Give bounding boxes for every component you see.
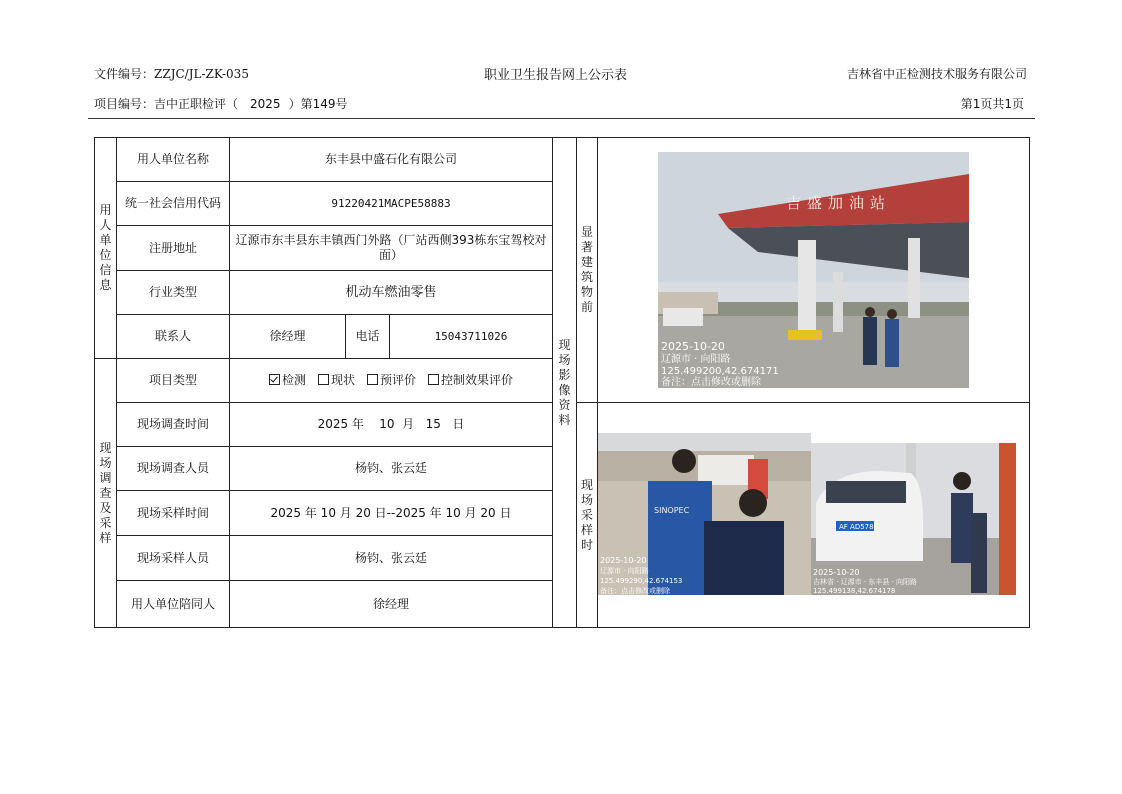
surveyors-label: 现场调查人员 <box>117 447 230 491</box>
photo3-plate: AF AD578 <box>839 523 874 531</box>
project-number <box>94 95 347 112</box>
survey-time-label: 现场调查时间 <box>117 403 230 447</box>
contact-label: 联系人 <box>117 315 230 359</box>
sampling-image-1 <box>598 433 811 595</box>
credit-code: 91220421MACPE58883 <box>230 182 553 226</box>
option-status-label: 现状 <box>330 373 355 387</box>
photo2-place: 辽源市 · 向阳路 <box>600 567 649 575</box>
checkbox-pre-evaluation[interactable] <box>367 374 378 385</box>
registered-address: 辽源市东丰县东丰镇西门外路（厂站西侧393栋东宝驾校对面） <box>230 226 553 271</box>
sampling-photo-2 <box>811 443 1016 595</box>
header-rule <box>88 118 1035 119</box>
photo3-coords: 125.499138,42.674178 <box>813 587 896 595</box>
company-name: 吉林省中正检测技术服务有限公司 <box>846 67 1027 81</box>
option-pre-evaluation[interactable] <box>367 373 416 388</box>
sampling-time-label: 现场采样时间 <box>117 491 230 536</box>
section-building-front: 显著建筑物前 <box>577 138 598 403</box>
file-number-value: ZZJC/JL-ZK-035 <box>154 67 249 81</box>
contact-person: 徐经理 <box>230 315 346 359</box>
address-label: 注册地址 <box>117 226 230 271</box>
sampling-image-2 <box>811 443 1016 595</box>
option-pre-evaluation-label: 预评价 <box>380 373 417 387</box>
photo1-place: 辽源市 · 向阳路 <box>661 354 731 365</box>
photo2-uniform: SINOPEC <box>654 506 690 515</box>
section-site-survey: 现场调查及采样 <box>95 359 117 628</box>
section-employer-info: 用人单位信息 <box>95 138 117 359</box>
photo2-note: 备注：点击修改或删除 <box>600 587 670 595</box>
sampling-photo-1 <box>598 433 811 595</box>
samplers: 杨钧、张云廷 <box>230 536 553 581</box>
project-number-suffix: ）第149号 <box>288 97 348 111</box>
escort-label: 用人单位陪同人 <box>117 581 230 628</box>
page-info: 第1页共1页 <box>960 97 1024 111</box>
station-sign-text: 吉盛加油站 <box>786 194 892 212</box>
option-control-effect[interactable] <box>428 373 513 388</box>
photo1-date: 2025-10-20 <box>661 340 725 353</box>
industry-type: 机动车燃油零售 <box>230 271 553 315</box>
employer-name: 东丰县中盛石化有限公司 <box>230 138 553 182</box>
photo3-place: 吉林省 · 辽源市 · 东丰县 · 向阳路 <box>813 578 918 586</box>
samplers-label: 现场采样人员 <box>117 536 230 581</box>
photo2-date: 2025-10-20 <box>600 556 647 565</box>
option-status[interactable] <box>318 373 355 388</box>
survey-time: 2025 年 10 月 15 日 <box>230 403 553 447</box>
photo2-coords: 125.499290,42.674153 <box>600 577 683 585</box>
project-type-options <box>230 359 553 403</box>
phone-label: 电话 <box>346 315 390 359</box>
surveyors: 杨钧、张云廷 <box>230 447 553 491</box>
photo-cell-sampling <box>598 403 1030 628</box>
photo3-date: 2025-10-20 <box>813 568 860 577</box>
photo1-note: 备注：点击修改或删除 <box>661 377 761 388</box>
checkbox-status[interactable] <box>318 374 329 385</box>
sampling-time-value: 2025 年 10 月 20 日--2025 年 10 月 20 日 <box>230 491 553 536</box>
escort-person: 徐经理 <box>230 581 553 628</box>
photo1-coords: 125.499200,42.674171 <box>661 366 779 377</box>
checkbox-control-effect[interactable] <box>428 374 439 385</box>
document-title: 职业卫生报告网上公示表 <box>484 68 628 83</box>
option-control-effect-label: 控制效果评价 <box>441 373 514 387</box>
credit-code-label: 统一社会信用代码 <box>117 182 230 226</box>
section-site-images: 现场影像资料 <box>553 138 577 628</box>
option-testing-label: 检测 <box>281 373 306 387</box>
gas-station-photo <box>658 152 969 388</box>
disclosure-table <box>94 137 1030 628</box>
project-type-label: 项目类型 <box>117 359 230 403</box>
employer-name-label: 用人单位名称 <box>117 138 230 182</box>
gas-station-image <box>658 152 969 388</box>
checkbox-testing[interactable] <box>269 374 280 385</box>
phone-number: 15043711026 <box>390 315 553 359</box>
industry-label: 行业类型 <box>117 271 230 315</box>
section-sampling-time: 现场采样时 <box>577 403 598 628</box>
project-year: 2025 <box>250 97 281 111</box>
option-testing[interactable] <box>269 373 306 388</box>
photo-cell-building <box>598 138 1030 403</box>
file-number-label: 文件编号： <box>94 67 155 81</box>
project-number-prefix: 项目编号：吉中正职检评（ <box>94 97 239 111</box>
file-number <box>94 65 249 82</box>
